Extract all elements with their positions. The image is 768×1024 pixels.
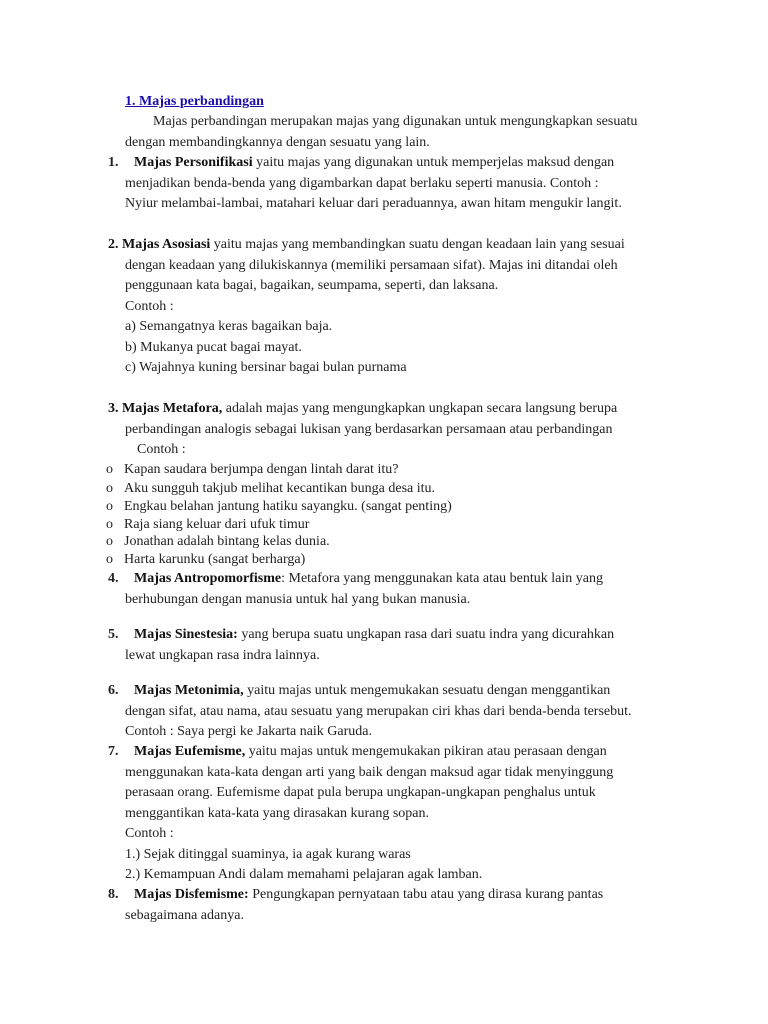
intro-line: Majas perbandingan merupakan majas yang digunakan untuk mengungkapkan sesuatu <box>153 114 638 129</box>
example-line: b) Mukanya pucat bagai mayat. <box>125 340 302 355</box>
definition-line: Nyiur melambai-lambai, matahari keluar dari peraduannya, awan hitam mengukir langit. <box>125 196 622 211</box>
definition-line: perbandingan analogis sebagai lukisan yang berdasarkan persamaan atau perbandingan <box>125 422 613 437</box>
antropomorfisme-first-line <box>134 569 603 589</box>
metafora-example: Aku sungguh takjub melihat kecantikan bunga desa itu. <box>124 481 436 496</box>
term-disfemisme: Majas Disfemisme: <box>134 887 249 902</box>
bullet-marker: o <box>106 517 113 532</box>
term-asosiasi: Majas Asosiasi <box>122 237 211 252</box>
section-title: 1. Majas perbandingan <box>125 94 264 109</box>
term-metafora: Majas Metafora, <box>122 401 223 416</box>
bullet-marker: o <box>106 481 113 496</box>
contoh-label: Contoh : <box>125 826 174 841</box>
metafora-first-line <box>108 399 617 419</box>
definition-text: yaitu majas yang digunakan untuk memperjelas maksud dengan <box>252 155 615 170</box>
definition-line: berhubungan dengan manusia untuk hal yang bukan manusia. <box>125 592 471 607</box>
term-metonimia: Majas Metonimia, <box>134 683 244 698</box>
asosiasi-first-line <box>108 235 625 255</box>
definition-line: dengan keadaan yang dilukiskannya (memiliki persamaan sifat). Majas ini ditandai oleh <box>125 258 618 273</box>
intro-line: dengan membandingkannya dengan sesuatu yang lain. <box>125 135 430 150</box>
metafora-example: Harta karunku (sangat berharga) <box>124 552 306 567</box>
definition-line: perasaan orang. Eufemisme dapat pula berupa ungkapan-ungkapan penghalus untuk <box>125 785 596 800</box>
item-number: 2. <box>108 237 119 252</box>
term-sinestesia: Majas Sinestesia: <box>134 627 238 642</box>
definition-text: : Metafora yang menggunakan kata atau bentuk lain yang <box>281 571 603 586</box>
bullet-marker: o <box>106 462 113 477</box>
example-line: a) Semangatnya keras bagaikan baja. <box>125 319 333 334</box>
item-number: 1. <box>108 155 119 170</box>
definition-line: dengan sifat, atau nama, atau sesuatu yang merupakan ciri khas dari benda-benda tersebut. <box>125 704 632 719</box>
term-antropomorfisme: Majas Antropomorfisme <box>134 571 282 586</box>
definition-text: yaitu majas untuk mengemukakan sesuatu dengan menggantikan <box>243 683 611 698</box>
definition-text: yaitu majas yang membandingkan suatu dengan keadaan lain yang sesuai <box>210 237 625 252</box>
bullet-marker: o <box>106 552 113 567</box>
definition-line: menggantikan kata-kata yang dirasakan kurang sopan. <box>125 806 430 821</box>
item-number: 8. <box>108 887 119 902</box>
item-number: 3. <box>108 401 119 416</box>
contoh-label: Contoh : <box>125 299 174 314</box>
term-eufemisme: Majas Eufemisme, <box>134 744 246 759</box>
example-line: Contoh : Saya pergi ke Jakarta naik Garuda. <box>125 724 373 739</box>
metafora-example: Raja siang keluar dari ufuk timur <box>124 517 310 532</box>
example-line: 1.) Sejak ditinggal suaminya, ia agak kurang waras <box>125 847 411 862</box>
definition-text: adalah majas yang mengungkapkan ungkapan secara langsung berupa <box>222 401 618 416</box>
item-number: 4. <box>108 571 119 586</box>
definition-line: menjadikan benda-benda yang digambarkan dapat berlaku seperti manusia. Contoh : <box>125 176 599 191</box>
definition-text: yang berupa suatu ungkapan rasa dari suatu indra yang dicurahkan <box>237 627 615 642</box>
metafora-example: Engkau belahan jantung hatiku sayangku. (sangat penting) <box>124 499 452 514</box>
eufemisme-first-line <box>134 742 607 762</box>
metafora-example: Kapan saudara berjumpa dengan lintah darat itu? <box>124 462 399 477</box>
metonimia-first-line <box>134 681 610 701</box>
item-number: 7. <box>108 744 119 759</box>
definition-line: lewat ungkapan rasa indra lainnya. <box>125 648 320 663</box>
contoh-label: Contoh : <box>137 442 186 457</box>
bullet-marker: o <box>106 499 113 514</box>
example-line: c) Wajahnya kuning bersinar bagai bulan purnama <box>125 360 407 375</box>
example-line: 2.) Kemampuan Andi dalam memahami pelajaran agak lamban. <box>125 867 483 882</box>
sinestesia-first-line <box>134 625 614 645</box>
bullet-marker: o <box>106 534 113 549</box>
term-personifikasi: Majas Personifikasi <box>134 155 253 170</box>
personifikasi-first-line <box>134 153 614 173</box>
disfemisme-first-line <box>134 885 603 905</box>
metafora-example: Jonathan adalah bintang kelas dunia. <box>124 534 330 549</box>
definition-text: yaitu majas untuk mengemukakan pikiran atau perasaan dengan <box>245 744 607 759</box>
item-number: 5. <box>108 627 119 642</box>
definition-line: sebagaimana adanya. <box>125 908 244 923</box>
definition-line: penggunaan kata bagai, bagaikan, seumpama, seperti, dan laksana. <box>125 278 499 293</box>
item-number: 6. <box>108 683 119 698</box>
definition-text: Pengungkapan pernyataan tabu atau yang dirasa kurang pantas <box>248 887 604 902</box>
definition-line: menggunakan kata-kata dengan arti yang baik dengan maksud agar tidak menyinggung <box>125 765 614 780</box>
